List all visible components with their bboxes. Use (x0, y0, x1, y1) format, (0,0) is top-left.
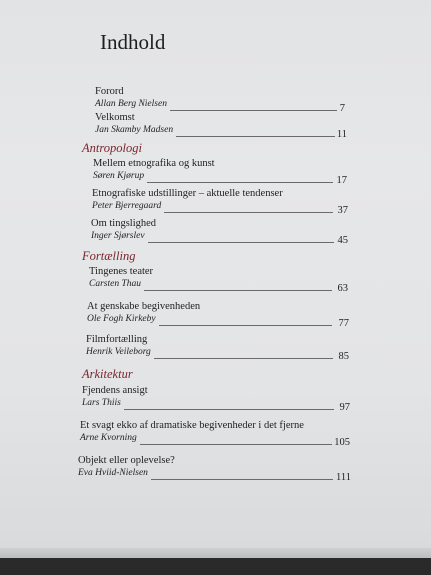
leader-line (164, 212, 333, 213)
section-heading-arkitektur: Arkitektur (82, 367, 133, 381)
toc-entry (0, 385, 431, 417)
leader-line (176, 136, 335, 137)
entry-title: Filmfortælling (86, 334, 148, 345)
entry-title: Et svagt ekko af dramatiske begivenheder i det fjerne (80, 420, 304, 431)
entry-title: Etnografiske udstillinger – aktuelle tendenser (92, 188, 283, 199)
entry-author: Carsten Thau (89, 279, 141, 289)
entry-page-number: 97 (339, 402, 350, 413)
entry-page-number: 17 (336, 175, 347, 186)
leader-line (151, 479, 333, 480)
section-heading-antropologi: Antropologi (82, 141, 142, 155)
leader-line (148, 242, 334, 243)
entry-author: Ole Fogh Kirkeby (87, 314, 156, 324)
entry-author: Inger Sjørslev (91, 231, 145, 241)
background-surface (0, 558, 431, 575)
entry-page-number: 37 (337, 205, 348, 216)
leader-line (170, 110, 337, 111)
entry-author: Lars Thiis (82, 398, 121, 408)
leader-line (124, 409, 334, 410)
toc-entry (0, 301, 431, 333)
entry-author: Peter Bjerregaard (92, 201, 162, 211)
entry-title: Mellem etnografika og kunst (93, 158, 215, 169)
toc-entry (0, 334, 431, 366)
entry-page-number: 85 (338, 351, 349, 362)
toc-entry (0, 455, 431, 487)
entry-title: Fjendens ansigt (82, 385, 148, 396)
entry-title: Velkomst (95, 112, 135, 123)
toc-entry (0, 158, 431, 190)
entry-page-number: 63 (337, 283, 348, 294)
entry-page-number: 7 (339, 103, 345, 114)
entry-page-number: 11 (336, 129, 347, 140)
entry-author: Søren Kjørup (93, 171, 145, 181)
entry-title: Tingenes teater (89, 266, 154, 277)
entry-title: Objekt eller oplevelse? (78, 455, 175, 466)
toc-entry (0, 112, 431, 144)
entry-author: Arne Kvorning (80, 433, 137, 443)
toc-entry (0, 188, 431, 220)
entry-page-number: 105 (334, 437, 350, 448)
toc-entry (0, 420, 431, 452)
entry-author: Allan Berg Nielsen (95, 99, 167, 109)
leader-line (147, 182, 333, 183)
leader-line (159, 325, 332, 326)
entry-author: Jan Skamby Madsen (95, 125, 174, 135)
section-heading-fortaelling: Fortælling (82, 249, 136, 263)
toc-entry (0, 218, 431, 250)
entry-page-number: 77 (338, 318, 349, 329)
entry-author: Henrik Veileborg (86, 347, 151, 357)
entry-title: At genskabe begivenheden (87, 301, 201, 312)
leader-line (144, 290, 332, 291)
entry-page-number: 111 (336, 472, 351, 483)
toc-entry (0, 266, 431, 298)
leader-line (154, 358, 333, 359)
entry-title: Forord (95, 86, 124, 97)
entry-author: Eva Hviid-Nielsen (78, 468, 148, 478)
leader-line (140, 444, 333, 445)
entry-page-number: 45 (337, 235, 348, 246)
page-title: Indhold (100, 30, 166, 54)
entry-title: Om tingslighed (91, 218, 157, 229)
